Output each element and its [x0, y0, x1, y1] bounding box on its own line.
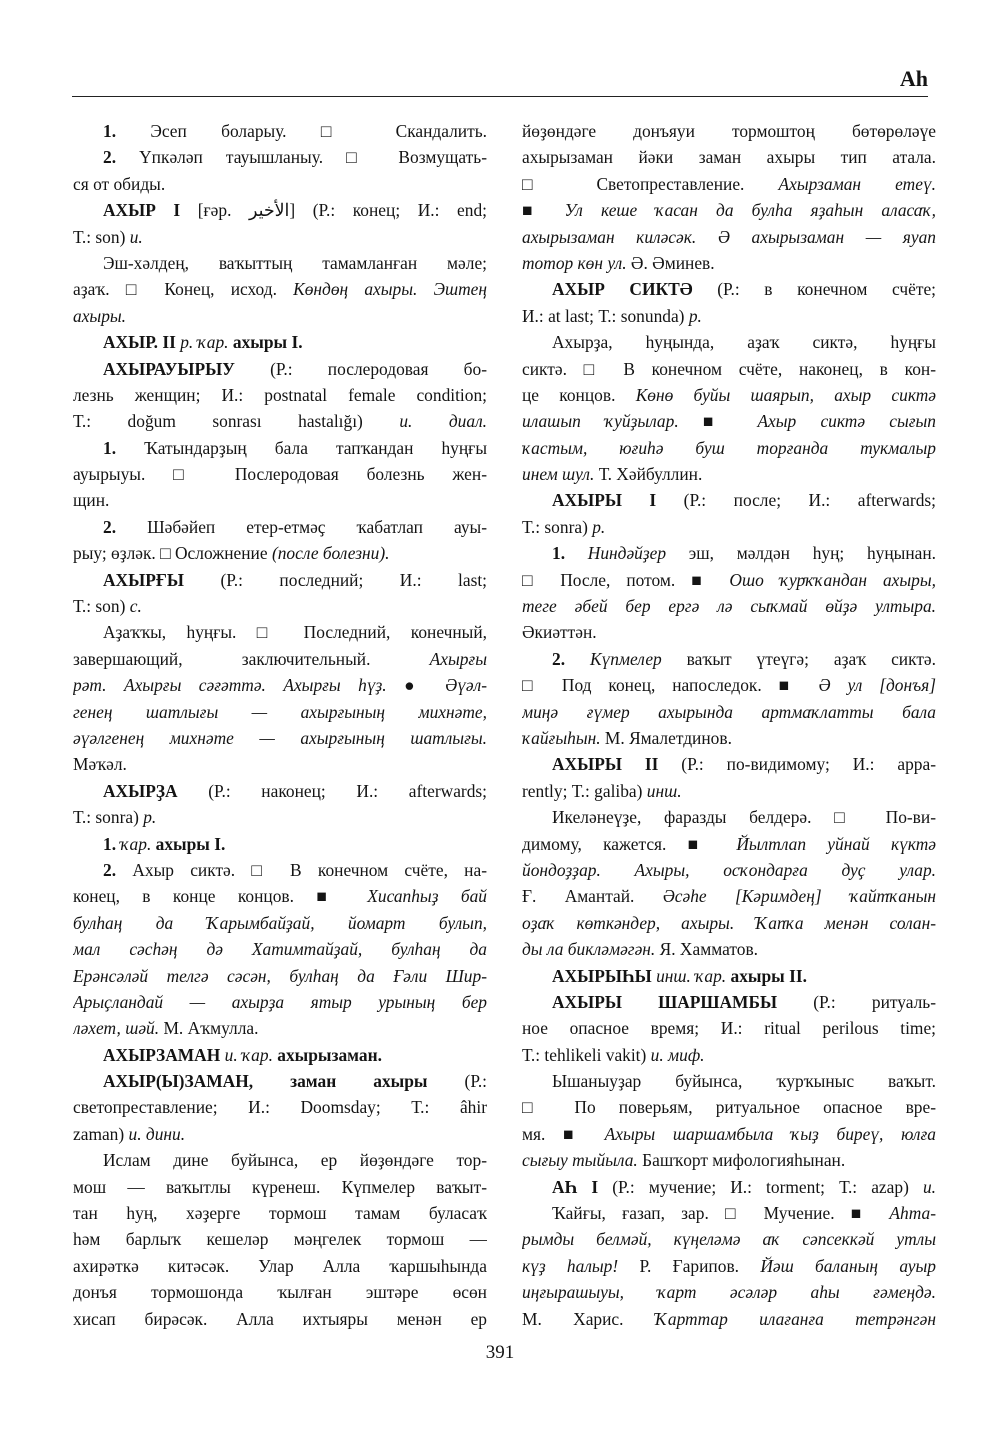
text-run: Икеләнеүҙе, фаразды белдерә. □ По-ви- [552, 807, 936, 828]
text-run: Ә. Әминев. [630, 252, 715, 273]
text-line [522, 1174, 936, 1200]
text-run: АХЫР(Ы)ЗАМАН, заман ахыры [103, 1071, 465, 1092]
text-line [73, 963, 487, 989]
text-run: донъя тормошонда ҡылған эштәре өсөн [73, 1282, 487, 1303]
text-run: Көндөң ахыры. Эштең [293, 279, 487, 300]
text-line [522, 118, 936, 144]
text-run: мя. ■ [522, 1123, 605, 1144]
text-run: ■ [522, 200, 565, 221]
text-line [522, 224, 936, 250]
text-run: Аһта- [889, 1203, 936, 1224]
text-run: ное опасное время; И.: ritual perilous time; [522, 1018, 936, 1039]
text-run: М. Ямалетдинов. [604, 727, 732, 748]
text-line [522, 619, 936, 645]
text-line [522, 699, 936, 725]
text-line [73, 751, 487, 777]
text-run: и. миф. [650, 1044, 705, 1065]
text-run: Т.: son) [73, 226, 130, 247]
text-run: ахырызаман киләсәк. Ә ахырызаман — яуап [522, 226, 936, 247]
text-run: АХЫР СИКТӘ [552, 279, 718, 300]
text-line [522, 567, 936, 593]
text-run: Р. Ғарипов. [639, 1255, 761, 1276]
text-run: 1. [103, 437, 145, 458]
text-line [73, 619, 487, 645]
text-run: И.: at last; Т.: sonunda) [522, 305, 689, 326]
text-line [73, 144, 487, 170]
right-column [522, 118, 936, 1332]
text-run: димому, кажется. ■ [522, 833, 737, 854]
text-run: рыу; өҙләк. □ Осложнение [73, 543, 272, 564]
text-run: ахыры. [73, 305, 127, 326]
text-run: Т.: tehlikeli vakit) [522, 1044, 651, 1065]
text-run: ваҡыт үтеүгә; аҙаҡ сиктә. [686, 648, 936, 669]
text-line [73, 672, 487, 698]
text-line [522, 276, 936, 302]
text-line [73, 1147, 487, 1173]
text-run: Әкиәттән. [522, 622, 597, 643]
text-run: ] (Р.: конец; И.: end; [289, 200, 487, 221]
text-line [73, 567, 487, 593]
text-run: һәм барлыҡ кешеләр мәңгелек тормош — [73, 1229, 487, 1250]
text-line [73, 936, 487, 962]
text-line [522, 435, 936, 461]
text-run: АХЫРЫ I [552, 490, 684, 511]
text-line [522, 831, 936, 857]
text-run: М. Харис. [522, 1308, 655, 1329]
text-run: и. ҡар. [224, 1044, 278, 1065]
text-run: и. [922, 1176, 936, 1197]
text-run: Эш-хәлдең, ваҡыттың тамамланған мәле; [103, 252, 487, 273]
text-run: мал сәсһәң дә Хатимтайҙай, булһаң да [73, 939, 487, 960]
text-line [522, 725, 936, 751]
text-line [522, 514, 936, 540]
text-line [73, 197, 487, 223]
text-line [73, 989, 487, 1015]
text-run: М. Аҡмулла. [163, 1018, 259, 1039]
text-run: АХЫРҒЫ [103, 569, 221, 590]
text-line [73, 171, 487, 197]
text-run: тотор көн ул. [522, 252, 631, 273]
text-run: (Р.: после; И.: afterwards; [683, 490, 936, 511]
text-line [73, 1200, 487, 1226]
text-run: (Р.: наконец; И.: afterwards; [208, 780, 487, 801]
text-run: аҙаҡ. □ Конец, исход. [73, 279, 294, 300]
text-run: Хисапһыҙ бай [367, 886, 487, 907]
text-run: 1. [103, 121, 151, 141]
text-line [522, 1226, 936, 1252]
text-run: Т.: son) [73, 596, 130, 617]
text-run: лезнь женщин; И.: postnatal female condition; [73, 384, 487, 405]
text-line [73, 778, 487, 804]
text-line [522, 1279, 936, 1305]
text-line [522, 408, 936, 434]
text-run: АҺ I [552, 1176, 613, 1197]
text-line [522, 963, 936, 989]
text-line [522, 356, 936, 382]
text-run: (Р.: по-видимому; И.: appa- [681, 754, 936, 775]
text-run: Шәбәйеп етер-етмәҫ ҡабатлап ауы- [147, 516, 487, 537]
text-run: 2. [103, 147, 140, 168]
text-run: Ахыр сиктә сығып [757, 411, 936, 432]
text-run: це концов. [522, 384, 636, 405]
text-line [522, 751, 936, 777]
text-line [522, 857, 936, 883]
text-run: الأخير [249, 200, 290, 221]
text-run: ды ла бикләмәгән. [522, 939, 660, 960]
text-line [522, 1121, 936, 1147]
text-run: АХЫР. II [103, 332, 181, 353]
text-line [73, 408, 487, 434]
text-run: 1. [552, 543, 588, 564]
text-line [522, 250, 936, 276]
text-line [73, 540, 487, 566]
text-line [522, 197, 936, 223]
text-run: рымды белмәй, күңеләмә аҡ сәпсеккәй утлы [522, 1229, 936, 1250]
text-run: ■ [702, 411, 758, 432]
text-line [522, 487, 936, 513]
text-run: рәт. Ахырғы сәғәттә. Ахырғы һүҙ. [73, 675, 405, 696]
text-line [522, 1042, 936, 1068]
text-run: АХЫР I [103, 200, 198, 221]
text-run: (Р.: [464, 1071, 487, 1092]
text-line [73, 646, 487, 672]
text-run: р. [143, 807, 157, 828]
text-run: Ул кеше ҡасан да булһа яҙаһын аласаҡ, [564, 200, 936, 221]
text-line [73, 831, 487, 857]
text-run: Т. Хәйбуллин. [598, 464, 703, 485]
text-line [522, 1068, 936, 1094]
text-run: ләхет, шәй. [73, 1018, 164, 1039]
text-line [73, 276, 487, 302]
left-column [73, 118, 487, 1332]
text-line [522, 672, 936, 698]
text-line [522, 1253, 936, 1279]
text-run: Я. Хамматов. [659, 939, 758, 960]
text-line [522, 1200, 936, 1226]
text-run: АХЫРҘА [103, 780, 209, 801]
text-run: күҙ һалыр! [522, 1255, 640, 1276]
text-line [73, 1306, 487, 1332]
text-run: Т.: sonra) [522, 516, 593, 537]
text-line [73, 804, 487, 830]
text-run: □ Под конец, напоследок. ■ [522, 675, 819, 696]
text-run: rently; Т.: galiba) [522, 780, 647, 801]
text-run: инш. ҡар. [656, 965, 731, 986]
text-line [73, 1068, 487, 1094]
text-line [73, 593, 487, 619]
text-run: щин. [73, 490, 110, 511]
text-line [522, 329, 936, 355]
text-run: Күпмелер [589, 648, 687, 669]
text-run: светопреставление; И.: Doomsday; Т.: âhir [73, 1097, 487, 1118]
text-run: р. [688, 305, 702, 326]
text-run: сиктә. □ В конечном счёте, наконец, в кон- [522, 358, 936, 379]
text-line [522, 461, 936, 487]
text-line [522, 1094, 936, 1120]
text-run: 1. [103, 833, 121, 854]
text-run: хисап бирәсәк. Алла ихтыяры менән ер [73, 1308, 487, 1329]
text-line [73, 1253, 487, 1279]
text-line [73, 356, 487, 382]
text-run: (Р.: в конечном счёте; [717, 279, 936, 300]
text-run: ҡар. [120, 833, 156, 854]
text-run: 2. [103, 516, 148, 537]
text-run: (Р.: последний; И.: last; [220, 569, 487, 590]
text-run: тан һуң, хәҙерге тормош тамам буласаҡ [73, 1203, 487, 1224]
text-run: zaman) [73, 1123, 129, 1144]
text-run: Т.: doğum sonrası hastalığı) [73, 411, 400, 432]
text-run: Әсәһе [Кәримдең] ҡайтҡанын [662, 886, 936, 907]
text-line [73, 699, 487, 725]
text-run: инем шул. [522, 464, 599, 485]
text-line [73, 1121, 487, 1147]
text-run: Ниндәйҙер [587, 543, 689, 564]
page-header [72, 66, 928, 97]
text-run: Ахыры шаршамбыла ҡыҙ биреү, юлға [604, 1123, 936, 1144]
text-run: иңғырашыуы, ҡарт әсәләр аһы ғәмеңдә. [522, 1282, 936, 1303]
text-line [73, 487, 487, 513]
text-run: Ахырҙа, һуңында, аҙаҡ сиктә, һуңғы [552, 332, 936, 353]
text-run: □ Светопреставление. [522, 173, 779, 194]
text-run: Ислам дине буйынса, ер йөҙөндәге тор- [103, 1150, 487, 1171]
text-run: Ә ул [донъя] [818, 675, 936, 696]
text-run: Эсеп боларыу. □ Скандалить. [150, 121, 487, 141]
text-run: АХЫРАУЫРЫУ [103, 358, 271, 379]
text-run: Ошо ҡурҡҡандан ахыры, [729, 569, 936, 590]
text-run: ахыры I. [232, 332, 303, 353]
text-run: теге әбей бер ергә лә сыҡмай өйҙә ултыра. [522, 596, 936, 617]
text-run: завершающий, заключительный. [73, 648, 430, 669]
text-run: ахыры II. [730, 965, 807, 986]
text-run: Арыҫландай — ахырҙа ятыр урының бер [73, 991, 487, 1012]
text-line [73, 224, 487, 250]
text-line [73, 303, 487, 329]
text-run: Ғ. Амантай. [522, 886, 663, 907]
text-run: ахырызаман. [277, 1044, 382, 1065]
text-run: АХЫРЫ ШАРШАМБЫ [552, 991, 814, 1012]
text-run: Аҙаҡҡы, һуңғы. □ Последний, конечный, [103, 622, 487, 643]
text-line [73, 435, 487, 461]
text-line [522, 540, 936, 566]
text-run: Үпкәләп тауышланыу. □ Возмущать- [139, 147, 487, 168]
text-line [73, 461, 487, 487]
page-number: 391 [485, 1342, 515, 1363]
text-run: (после болезни). [271, 543, 390, 564]
text-run: 2. [552, 648, 590, 669]
text-run: сығыу тыйыла. [522, 1150, 643, 1171]
text-line [73, 857, 487, 883]
text-run: Ҡатындарҙың бала тапҡандан һуңғы [144, 437, 487, 458]
text-run: ахыры I. [155, 833, 226, 854]
text-line [73, 514, 487, 540]
text-run: и. [129, 226, 143, 247]
text-line [73, 1174, 487, 1200]
text-run: Йылтлап уйнай күктә [736, 833, 936, 854]
text-line [73, 725, 487, 751]
text-run: Ахыр сиктә. □ В конечном счёте, на- [132, 859, 487, 880]
text-run: Т.: sonra) [73, 807, 144, 828]
text-run: оҙаҡ көткәндер, ахыры. Ҡапҡа менән солан- [522, 912, 936, 933]
text-line [522, 646, 936, 672]
text-run: Мәҡәл. [73, 754, 127, 775]
text-run: с. [129, 596, 142, 617]
text-run: миңә ғүмер ахырында артмаҡлатты бала [522, 701, 936, 722]
text-line [522, 989, 936, 1015]
text-run: ся от обиды. [73, 173, 166, 194]
text-run: р. ҡар. [180, 332, 233, 353]
text-run: йондоҙҙар. Ахыры, осҡондарға дуҫ улар. [522, 859, 936, 880]
text-run: АХЫРЫҺЫ [552, 965, 657, 986]
text-line [522, 910, 936, 936]
text-run: ауырыуы. □ Послеродовая болезнь жен- [73, 464, 487, 485]
text-run: и. дини. [128, 1123, 186, 1144]
text-line [522, 303, 936, 329]
text-line [522, 804, 936, 830]
text-line [522, 778, 936, 804]
text-line [73, 1279, 487, 1305]
text-line [522, 171, 936, 197]
text-run: Ҡарттар илағанға тетрәнгән [654, 1308, 936, 1329]
text-line [73, 1226, 487, 1252]
running-head: Аһ [899, 66, 928, 91]
text-run: ахирәткә китәсәк. Улар Алла ҡаршыһында [73, 1255, 487, 1276]
text-run: инш. [646, 780, 682, 801]
text-run: АХЫРЫ II [552, 754, 682, 775]
text-run: □ После, потом. ■ [522, 569, 730, 590]
text-line [73, 910, 487, 936]
text-line [73, 1015, 487, 1041]
text-run: мош — ваҡытлы күренеш. Күпмелер ваҡыт- [73, 1176, 487, 1197]
text-run: и. диал. [399, 411, 487, 432]
text-run: Ерәнсәләй телгә сәсән, булһаң да Ғәли Шир- [73, 965, 487, 986]
text-run: [ғәр. [197, 200, 249, 221]
text-run: Башҡорт мифологияһынан. [642, 1150, 846, 1171]
text-line [522, 936, 936, 962]
text-line [522, 144, 936, 170]
text-run: әүәлгенең михнәте — ахырғының шатлығы. [73, 727, 487, 748]
text-line [73, 118, 487, 144]
text-run: 2. [103, 859, 133, 880]
text-line [73, 250, 487, 276]
text-run: □ По поверьям, ритуальное опасное вре- [522, 1097, 936, 1118]
text-run: ҡастым, юғиһә буш торғанда тукмалыр [522, 437, 936, 458]
text-line [73, 1094, 487, 1120]
text-line [522, 1306, 936, 1332]
text-line [522, 1147, 936, 1173]
text-run: Ахырзаман етеү. [778, 173, 936, 194]
text-run: ҡайғыһын. [522, 727, 605, 748]
text-run: эш, мәлдән һуң; һуңынан. [688, 543, 936, 564]
text-run: Йәш баланың ауыр [760, 1255, 936, 1276]
text-run: генең шатлығы — ахырғының михнәте, [73, 701, 487, 722]
text-run: (Р.: ритуаль- [813, 991, 936, 1012]
text-run: Ахырғы [429, 648, 487, 669]
text-run: булһаң да Ҡарымбайҙай, йомарт булып, [73, 912, 487, 933]
text-run: ● [404, 675, 446, 696]
text-line [73, 329, 487, 355]
text-line [522, 593, 936, 619]
text-run: ахырызаман йәки заман ахыры тип атала. [522, 147, 936, 168]
text-line [73, 883, 487, 909]
text-run: илашып ҡуйҙылар. [522, 411, 703, 432]
text-line [522, 1015, 936, 1041]
text-run: (Р.: мучение; И.: torment; Т.: azap) [612, 1176, 923, 1197]
text-line [522, 883, 936, 909]
text-line [73, 382, 487, 408]
text-run: р. [592, 516, 606, 537]
text-run: йөҙөндәге донъяуи тормоштоң бөтөрөләүе [522, 121, 936, 141]
text-run: Ышаныуҙар буйынса, ҡурҡыныс ваҡыт. [552, 1071, 936, 1092]
text-run: АХЫРЗАМАН [103, 1044, 225, 1065]
text-line [73, 1042, 487, 1068]
text-run: (Р.: послеродовая бо- [270, 358, 487, 379]
text-run: Ҡайғы, ғазап, зар. □ Мучение. ■ [552, 1203, 890, 1224]
text-line [522, 382, 936, 408]
text-run: Әүәл- [445, 675, 487, 696]
text-run: Көнө буйы шаярып, ахыр сиктә [635, 384, 936, 405]
text-run: конец, в конце концов. ■ [73, 886, 368, 907]
